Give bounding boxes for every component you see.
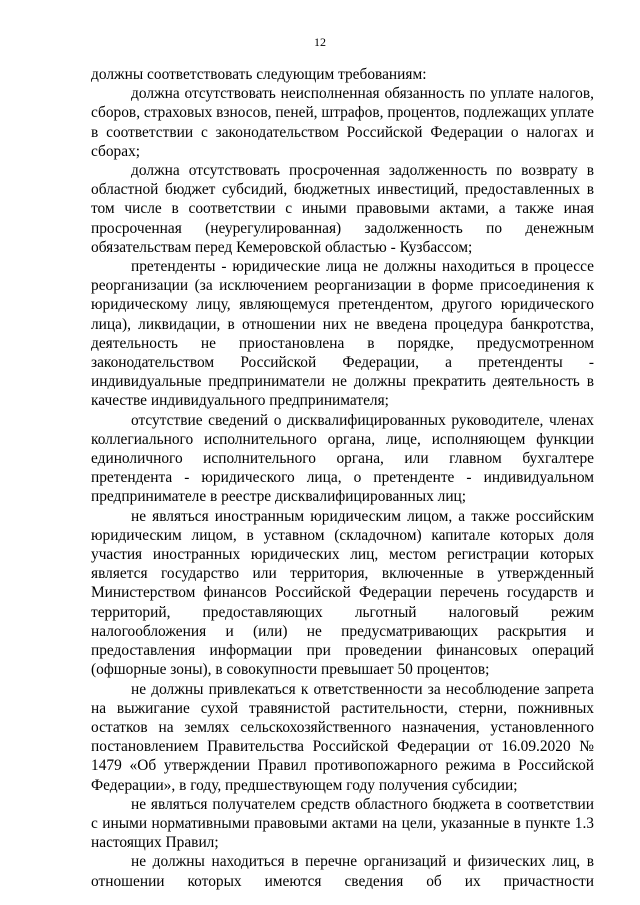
- paragraph-budget-recipient: не являться получателем средств областного бюджета в соответствии с иными нормативными правовыми актами на цели, указанные в пункте 1.3 настоящих Правил;: [91, 795, 594, 852]
- page-number: 12: [314, 35, 326, 49]
- paragraph-disqualified-persons: отсутствие сведений о дисквалифицированных руководителе, членах коллегиального исполнительного органа, лице, исполняющем функции единоличного исполнительного органа, или главном бухгалтере претендента - юридического лица, о претенденте - индивидуальном предпринимателе в реестре дисквалифицированных лиц;: [91, 411, 594, 506]
- paragraph-burning-ban: не должны привлекаться к ответственности за несоблюдение запрета на выжигание сухой травянистой растительности, стерни, пожнивных остатков на землях сельскохозяйственного назначения, установленного постановлением Правительства Российской Федерации от 16.09.2020 № 1479 «Об утверждении Правил противопожарного режима в Российской Федерации», в году, предшествующем году получения субсидии;: [91, 680, 594, 794]
- paragraph-sanctions-list: не должны находиться в перечне организаций и физических лиц, в отношении которых имеются сведения об их причастности: [91, 853, 594, 890]
- paragraph-foreign-entity: не являться иностранным юридическим лицом, а также российским юридическим лицом, в уставном (складочном) капитале которых доля участия иностранных юридических лиц, местом регистрации которых является государство или территория, включенные в утвержденный Министерством финансов Российской Федерации перечень государств и территорий, предоставляющих льготный налоговый режим налогообложения и (или) не предусматривающих раскрытия и предоставления информации при проведении финансовых операций (офшорные зоны), в совокупности превышает 50 процентов;: [91, 507, 594, 679]
- paragraph-tax-obligations: должна отсутствовать неисполненная обязанность по уплате налогов, сборов, страховых взносов, пеней, штрафов, процентов, подлежащих уплате в соответствии с законодательством Российской Федерации о налогах и сборах;: [91, 85, 594, 160]
- paragraph-intro: должны соответствовать следующим требованиям:: [91, 66, 427, 83]
- paragraph-overdue-debt: должна отсутствовать просроченная задолженность по возврату в областной бюджет субсидий, бюджетных инвестиций, предоставленных в том числе в соответствии с иными правовыми актами, а также иная просроченная (неурегулированная) задолженность по денежным обязательствам перед Кемеровской областью - Кузбассом;: [91, 162, 594, 256]
- paragraph-reorganization: претенденты - юридические лица не должны находиться в процессе реорганизации (за исключением реорганизации в форме присоединения к юридическому лицу, являющемуся претендентом, другого юридического лица), ликвидации, в отношении них не введена процедура банкротства, деятельность не приостановлена в порядке, предусмотренном законодательством Российской Федерации, а претенденты - индивидуальные предприниматели не должны прекратить деятельность в качестве индивидуального предпринимателя;: [91, 258, 594, 410]
- document-body: [91, 65, 594, 891]
